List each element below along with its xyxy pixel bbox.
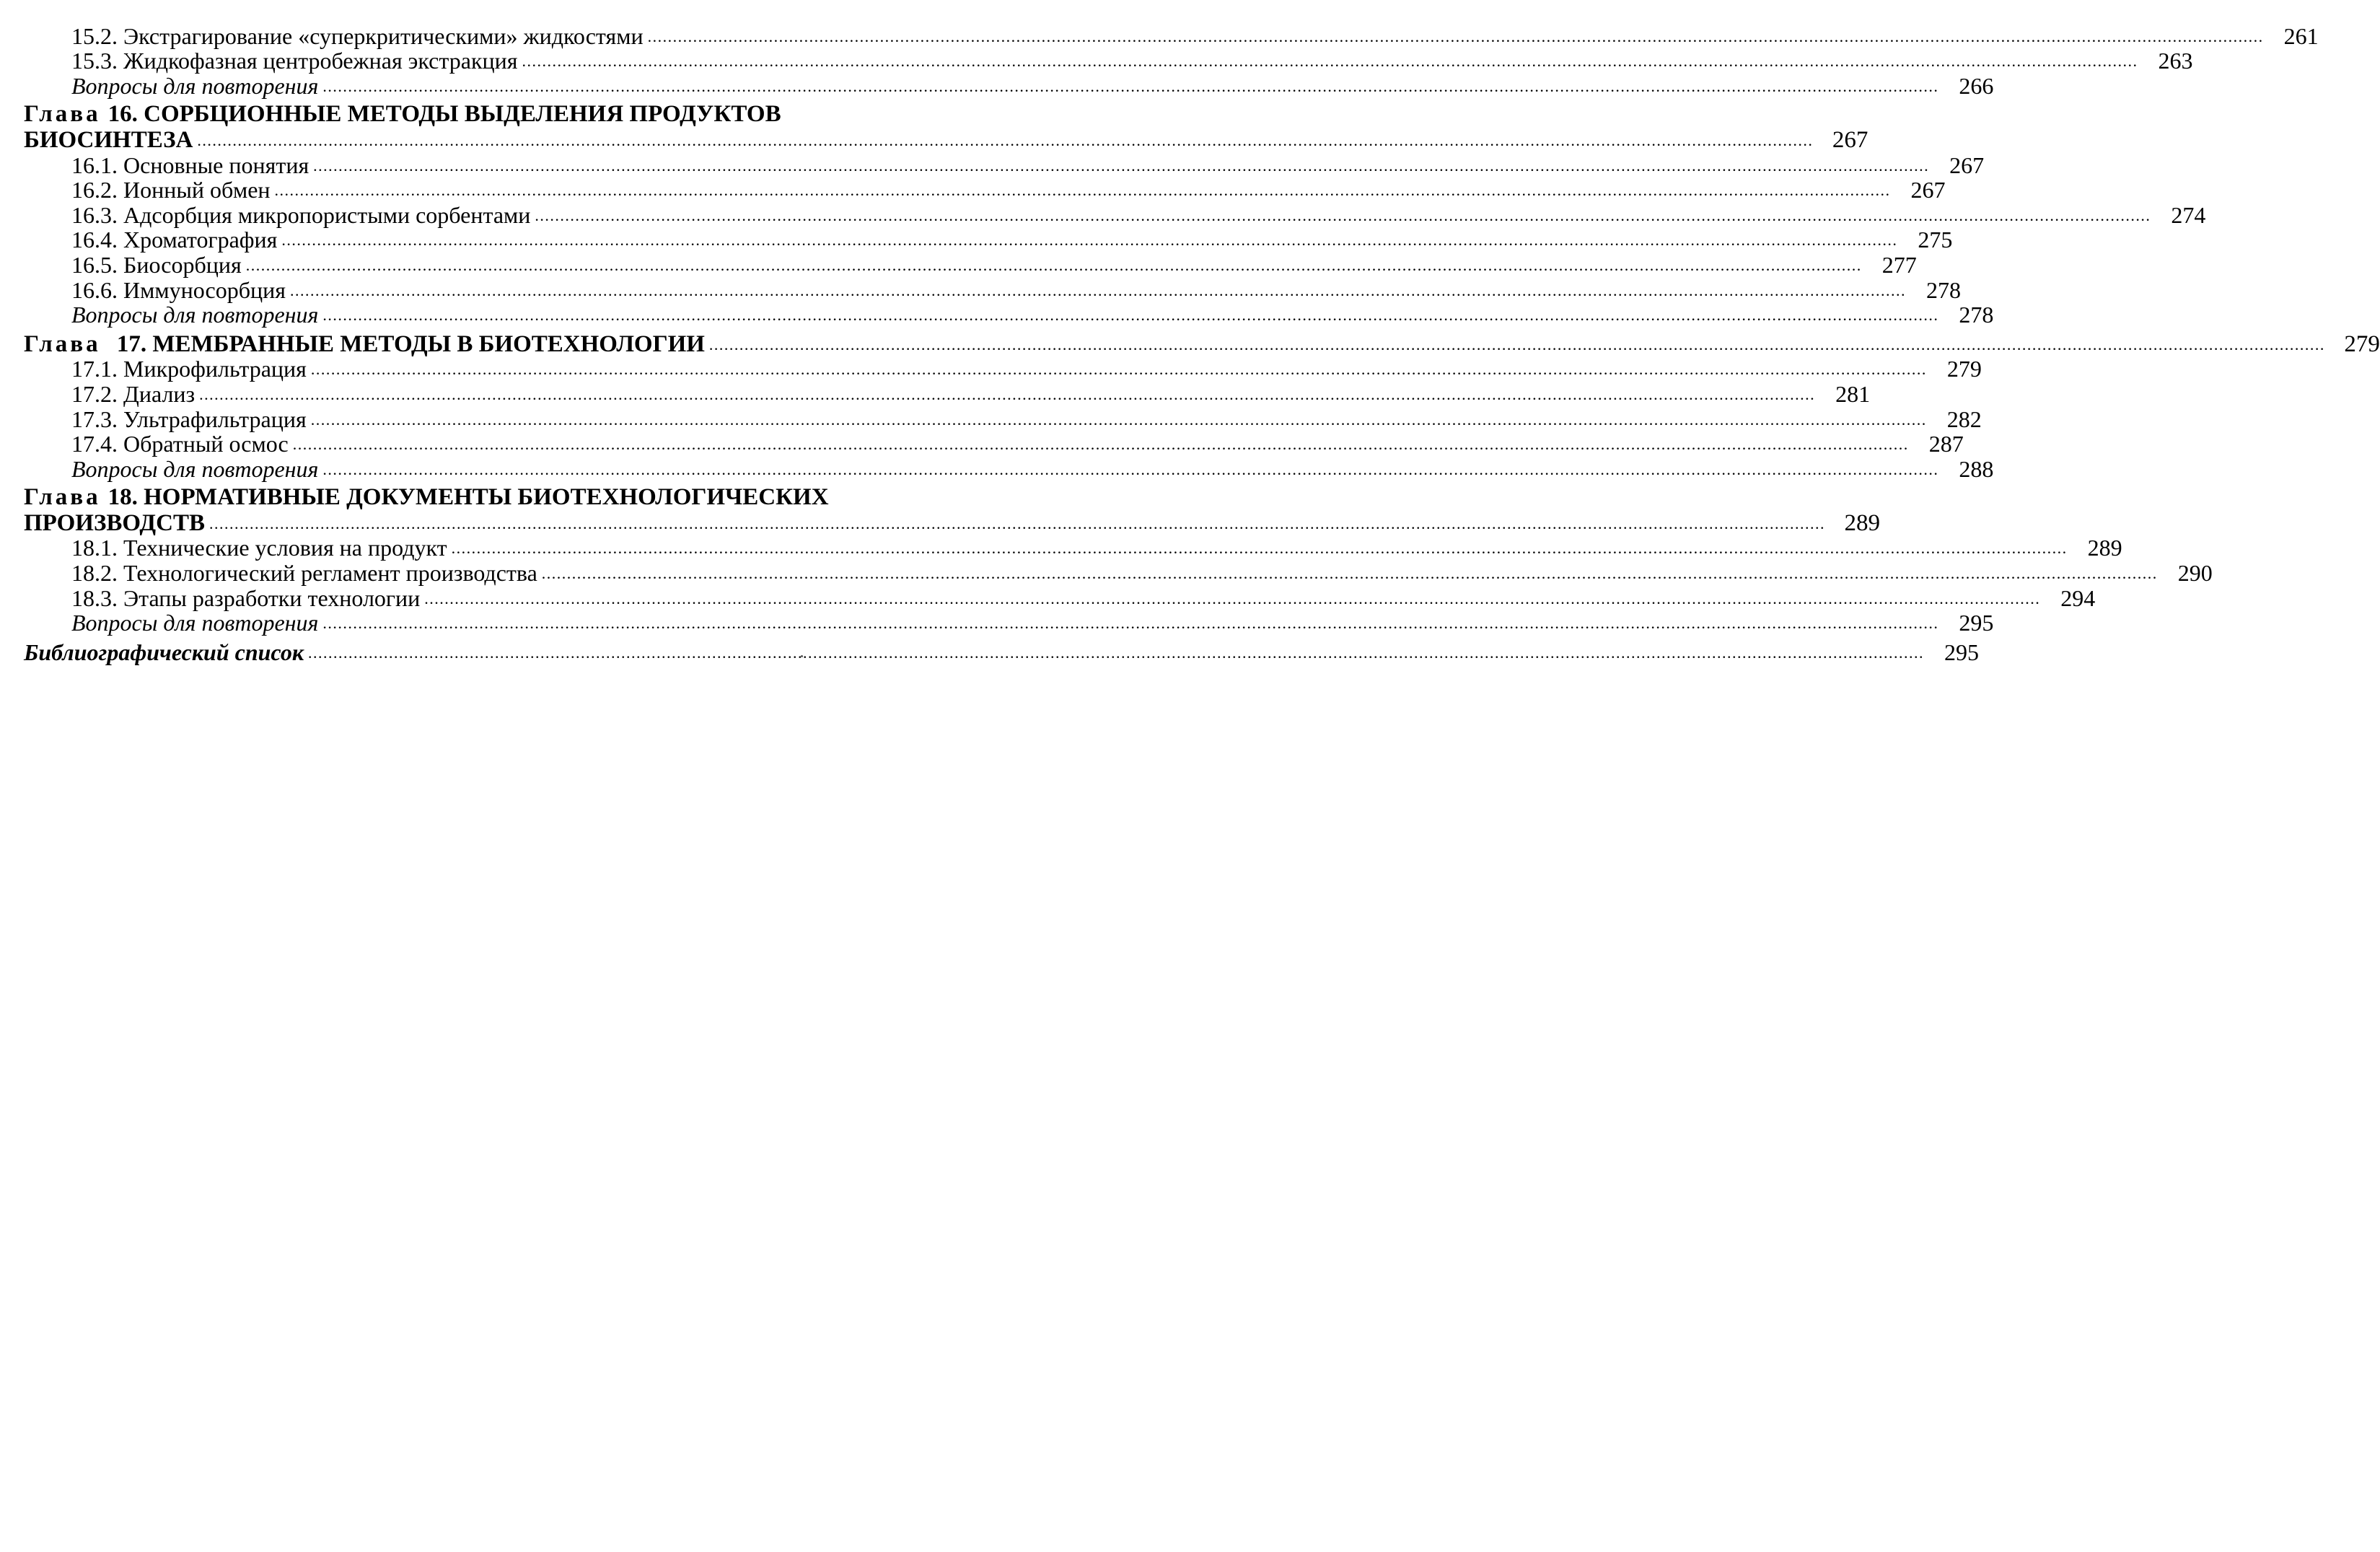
dot-leader bbox=[290, 283, 1906, 299]
toc-entry-title: 15.2. Экстрагирование «суперкритическими» жидкостями bbox=[71, 22, 644, 49]
toc-entry-page: 267 bbox=[1910, 177, 1946, 203]
toc-entry-15-2[interactable] bbox=[24, 22, 2319, 49]
dot-leader bbox=[197, 133, 1813, 149]
toc-entry-page: 278 bbox=[1925, 276, 1961, 303]
toc-entry-16-4[interactable] bbox=[24, 227, 1953, 253]
toc-entry-page: 288 bbox=[1959, 455, 1994, 482]
toc-entry-title: 17.2. Диализ bbox=[71, 380, 196, 407]
toc-entry-page: 281 bbox=[1835, 380, 1871, 407]
chapter-title: 17. МЕМБРАННЫЕ МЕТОДЫ В БИОТЕХНОЛОГИИ bbox=[116, 330, 705, 357]
scan-speck bbox=[801, 655, 803, 657]
chapter-title-cont: ПРОИЗВОДСТВ bbox=[24, 509, 205, 536]
toc-entry-page: 261 bbox=[2283, 22, 2319, 49]
toc-entry-18-3[interactable] bbox=[24, 584, 2096, 611]
toc-entry-16-2[interactable] bbox=[24, 177, 1946, 203]
dot-leader bbox=[535, 208, 2151, 224]
toc-entry-16-3[interactable] bbox=[24, 201, 2206, 228]
toc-entry-page: 263 bbox=[2158, 48, 2193, 74]
toc-entry-page: 279 bbox=[1946, 356, 1982, 382]
toc-entry-title: Вопросы для повторения bbox=[71, 72, 319, 99]
chapter-16-heading-cont[interactable] bbox=[24, 126, 1869, 153]
toc-entry-title: 18.3. Этапы разработки технологии bbox=[71, 584, 421, 611]
dot-leader bbox=[522, 53, 2138, 69]
toc-entry-16-1[interactable] bbox=[24, 152, 1985, 178]
toc-entry-page: 277 bbox=[1881, 251, 1917, 278]
toc-entry-title: 16.5. Биосорбция bbox=[71, 251, 242, 278]
dot-leader bbox=[424, 591, 2040, 607]
toc-entry-title: 16.4. Хроматография bbox=[71, 227, 278, 253]
toc-entry-18-review[interactable] bbox=[24, 610, 1994, 636]
chapter-page: 267 bbox=[1832, 126, 1869, 153]
toc-entry-18-2[interactable] bbox=[24, 559, 2213, 587]
toc-entry-page: 290 bbox=[2177, 560, 2213, 587]
toc-entry-title: 17.4. Обратный осмос bbox=[71, 431, 289, 457]
toc-entry-title: 16.1. Основные понятия bbox=[71, 152, 309, 178]
dot-leader bbox=[322, 79, 1938, 95]
chapter-18-heading-cont[interactable] bbox=[24, 509, 1880, 536]
chapter-17-heading[interactable] bbox=[24, 330, 2380, 357]
dot-leader bbox=[709, 337, 2325, 353]
toc-entry-16-review[interactable] bbox=[24, 302, 1994, 328]
toc-entry-15-3[interactable] bbox=[24, 48, 2193, 74]
dot-leader bbox=[293, 437, 1909, 452]
toc-entry-title: 16.2. Ионный обмен bbox=[71, 177, 271, 203]
dot-leader bbox=[311, 412, 1927, 428]
toc-entry-title: Вопросы для повторения bbox=[71, 455, 319, 482]
chapter-page: 289 bbox=[1844, 509, 1880, 536]
dot-leader bbox=[199, 387, 1815, 403]
dot-leader bbox=[275, 183, 1891, 198]
toc-entry-title: Вопросы для повторения bbox=[71, 610, 319, 636]
toc-entry-page: 275 bbox=[1918, 227, 1953, 253]
toc-entry-page: 287 bbox=[1928, 431, 1964, 457]
toc-entry-page: 289 bbox=[2087, 535, 2122, 561]
toc-entry-page: 295 bbox=[1944, 639, 1980, 665]
dot-leader bbox=[313, 158, 1929, 174]
toc-entry-title: 17.1. Микрофильтрация bbox=[71, 356, 307, 382]
toc-entry-17-3[interactable] bbox=[24, 405, 1982, 432]
toc-entry-title: 16.6. Иммуносорбция bbox=[71, 276, 286, 303]
toc-entry-title: 18.1. Технические условия на продукт bbox=[71, 535, 447, 561]
table-of-contents bbox=[24, 22, 2380, 665]
toc-entry-title: 17.3. Ультрафильтрация bbox=[71, 405, 307, 432]
toc-entry-title: Библиографический список bbox=[24, 639, 304, 665]
toc-entry-17-2[interactable] bbox=[24, 380, 1871, 407]
chapter-label: Глава bbox=[24, 330, 101, 357]
dot-leader bbox=[452, 540, 2068, 556]
toc-entry-page: 294 bbox=[2060, 584, 2096, 611]
chapter-18-heading[interactable] bbox=[24, 485, 1016, 510]
chapter-16-heading[interactable] bbox=[24, 102, 1016, 127]
dot-leader bbox=[322, 462, 1938, 478]
toc-entry-15-review[interactable] bbox=[24, 72, 1994, 99]
chapter-label: Глава bbox=[24, 484, 101, 511]
chapter-heading-text bbox=[24, 330, 705, 357]
dot-leader bbox=[209, 516, 1825, 532]
toc-entry-18-1[interactable] bbox=[24, 535, 2122, 561]
toc-entry-title: 15.3. Жидкофазная центробежная экстракция bbox=[71, 48, 518, 74]
chapter-title-cont: БИОСИНТЕЗА bbox=[24, 126, 193, 153]
dot-leader bbox=[322, 615, 1938, 631]
dot-leader bbox=[322, 307, 1938, 323]
toc-entry-17-1[interactable] bbox=[24, 356, 1982, 382]
dot-leader bbox=[542, 566, 2158, 582]
toc-entry-page: 274 bbox=[2171, 201, 2206, 228]
toc-entry-page: 278 bbox=[1959, 302, 1994, 328]
dot-leader bbox=[648, 29, 2264, 45]
toc-entry-bibliography[interactable] bbox=[24, 639, 1980, 665]
toc-entry-page: 295 bbox=[1959, 610, 1994, 636]
toc-entry-page: 266 bbox=[1959, 72, 1994, 99]
toc-entry-page: 282 bbox=[1946, 405, 1982, 432]
toc-entry-16-5[interactable] bbox=[24, 251, 1917, 278]
chapter-title: 16. СОРБЦИОННЫЕ МЕТОДЫ ВЫДЕЛЕНИЯ ПРОДУКТОВ bbox=[107, 101, 781, 128]
dot-leader bbox=[281, 232, 1897, 248]
chapter-label: Глава bbox=[24, 101, 101, 128]
toc-entry-page: 267 bbox=[1949, 152, 1985, 178]
dot-leader bbox=[311, 361, 1927, 377]
toc-entry-17-review[interactable] bbox=[24, 455, 1994, 482]
dot-leader bbox=[308, 645, 1924, 661]
chapter-title: 18. НОРМАТИВНЫЕ ДОКУМЕНТЫ БИОТЕХНОЛОГИЧЕСКИХ bbox=[107, 484, 829, 511]
chapter-page: 279 bbox=[2344, 330, 2380, 357]
toc-entry-17-4[interactable] bbox=[24, 431, 1964, 457]
toc-entry-title: 16.3. Адсорбция микропористыми сорбентами bbox=[71, 201, 531, 228]
toc-entry-title: 18.2. Технологический регламент производства bbox=[71, 560, 537, 587]
toc-entry-title: Вопросы для повторения bbox=[71, 302, 319, 328]
toc-entry-16-6[interactable] bbox=[24, 276, 1961, 303]
dot-leader bbox=[246, 258, 1862, 273]
